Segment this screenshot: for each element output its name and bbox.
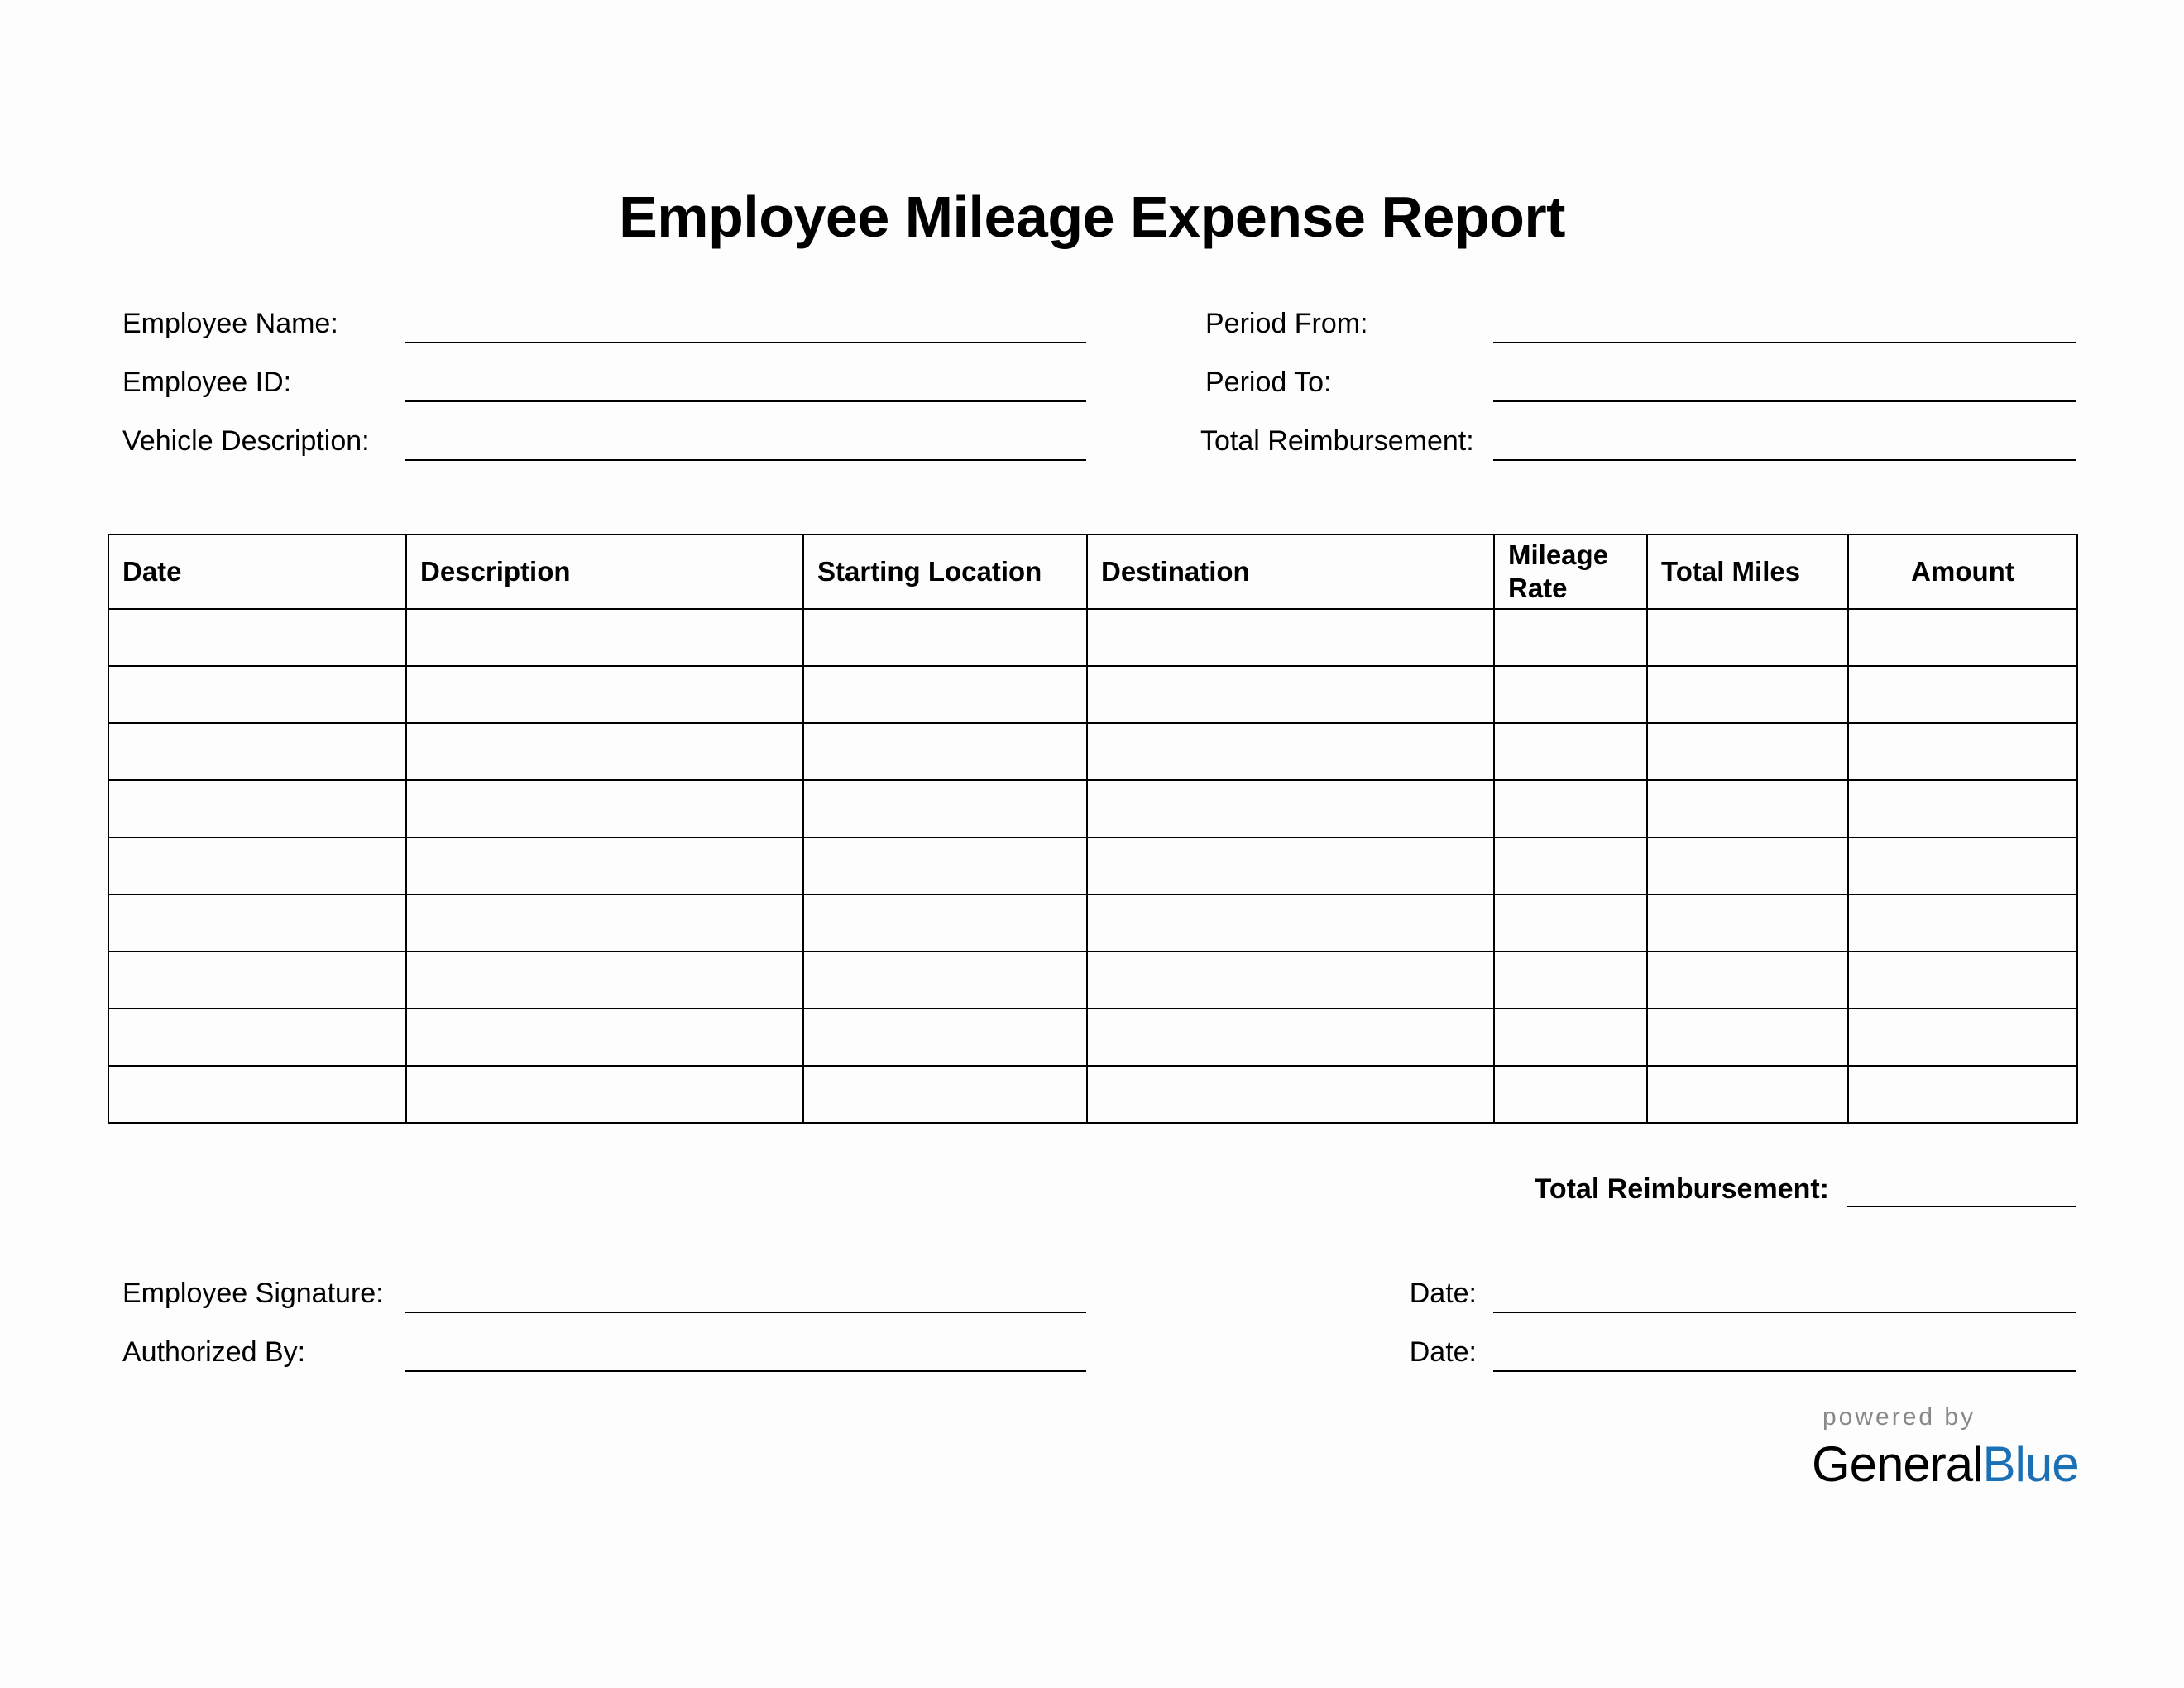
table-cell[interactable] bbox=[108, 952, 406, 1009]
table-cell[interactable] bbox=[803, 952, 1087, 1009]
table-row bbox=[108, 952, 2077, 1009]
table-cell[interactable] bbox=[1647, 952, 1848, 1009]
signature-date-label: Date: bbox=[1409, 1278, 1477, 1309]
table-cell[interactable] bbox=[1647, 837, 1848, 894]
table-cell[interactable] bbox=[108, 1066, 406, 1123]
table-cell[interactable] bbox=[1494, 780, 1647, 837]
table-cell[interactable] bbox=[1647, 1066, 1848, 1123]
table-cell[interactable] bbox=[406, 837, 803, 894]
table-cell[interactable] bbox=[406, 780, 803, 837]
table-cell[interactable] bbox=[1087, 723, 1494, 780]
column-header-description: Description bbox=[406, 535, 803, 609]
page-title: Employee Mileage Expense Report bbox=[619, 185, 1565, 249]
total-reimbursement-field[interactable] bbox=[1847, 1206, 2076, 1207]
table-cell[interactable] bbox=[1087, 894, 1494, 952]
table-row bbox=[108, 723, 2077, 780]
table-row bbox=[108, 894, 2077, 952]
table-cell[interactable] bbox=[108, 666, 406, 723]
authorized-date-label: Date: bbox=[1409, 1336, 1477, 1368]
table-cell[interactable] bbox=[803, 609, 1087, 666]
table-cell[interactable] bbox=[108, 1009, 406, 1066]
powered-by-text: powered by bbox=[1822, 1403, 1976, 1431]
table-cell[interactable] bbox=[1087, 609, 1494, 666]
table-cell[interactable] bbox=[803, 1009, 1087, 1066]
table-cell[interactable] bbox=[803, 1066, 1087, 1123]
table-cell[interactable] bbox=[1087, 780, 1494, 837]
table-cell[interactable] bbox=[1087, 1009, 1494, 1066]
column-header-destination: Destination bbox=[1087, 535, 1494, 609]
column-header-date: Date bbox=[108, 535, 406, 609]
table-cell[interactable] bbox=[1087, 952, 1494, 1009]
table-cell[interactable] bbox=[1848, 1066, 2077, 1123]
table-cell[interactable] bbox=[1647, 666, 1848, 723]
authorized-by-field[interactable] bbox=[405, 1370, 1086, 1372]
table-cell[interactable] bbox=[1494, 1009, 1647, 1066]
table-cell[interactable] bbox=[108, 837, 406, 894]
signature-date-field[interactable] bbox=[1493, 1312, 2076, 1313]
generalblue-logo bbox=[1812, 1436, 2079, 1493]
table-cell[interactable] bbox=[1848, 894, 2077, 952]
table-cell[interactable] bbox=[1087, 837, 1494, 894]
table-cell[interactable] bbox=[406, 1066, 803, 1123]
table-cell[interactable] bbox=[406, 1009, 803, 1066]
period-to-field[interactable] bbox=[1493, 400, 2076, 402]
table-cell[interactable] bbox=[108, 609, 406, 666]
employee-name-field[interactable] bbox=[405, 342, 1086, 343]
table-cell[interactable] bbox=[406, 952, 803, 1009]
column-header-starting-location: Starting Location bbox=[803, 535, 1087, 609]
mileage-table bbox=[108, 534, 2078, 1124]
total-reimbursement-header-field[interactable] bbox=[1493, 459, 2076, 461]
employee-id-label: Employee ID: bbox=[122, 367, 292, 398]
table-cell[interactable] bbox=[803, 666, 1087, 723]
table-cell[interactable] bbox=[406, 723, 803, 780]
table-cell[interactable] bbox=[1848, 780, 2077, 837]
authorized-by-label: Authorized By: bbox=[122, 1336, 306, 1368]
table-cell[interactable] bbox=[108, 780, 406, 837]
period-from-field[interactable] bbox=[1493, 342, 2076, 343]
brand-general: General bbox=[1812, 1436, 1983, 1492]
table-row bbox=[108, 837, 2077, 894]
table-row bbox=[108, 780, 2077, 837]
table-cell[interactable] bbox=[1494, 894, 1647, 952]
period-from-label: Period From: bbox=[1205, 308, 1368, 339]
table-cell[interactable] bbox=[406, 666, 803, 723]
table-cell[interactable] bbox=[108, 723, 406, 780]
table-cell[interactable] bbox=[1494, 952, 1647, 1009]
table-cell[interactable] bbox=[1494, 666, 1647, 723]
table-row bbox=[108, 1009, 2077, 1066]
period-to-label: Period To: bbox=[1205, 367, 1332, 398]
table-cell[interactable] bbox=[1848, 609, 2077, 666]
vehicle-description-field[interactable] bbox=[405, 459, 1086, 461]
table-header-row bbox=[108, 535, 2077, 609]
total-reimbursement-label: Total Reimbursement: bbox=[1534, 1173, 1829, 1205]
table-cell[interactable] bbox=[1848, 1009, 2077, 1066]
table-cell[interactable] bbox=[1647, 609, 1848, 666]
table-cell[interactable] bbox=[803, 894, 1087, 952]
table-cell[interactable] bbox=[1647, 723, 1848, 780]
employee-signature-label: Employee Signature: bbox=[122, 1278, 384, 1309]
table-row bbox=[108, 609, 2077, 666]
table-row bbox=[108, 666, 2077, 723]
column-header-mileage-rate: Mileage Rate bbox=[1494, 535, 1647, 609]
table-cell[interactable] bbox=[1848, 666, 2077, 723]
table-cell[interactable] bbox=[1647, 780, 1848, 837]
employee-signature-field[interactable] bbox=[405, 1312, 1086, 1313]
table-cell[interactable] bbox=[1494, 1066, 1647, 1123]
column-header-amount: Amount bbox=[1848, 535, 2077, 609]
table-cell[interactable] bbox=[1494, 723, 1647, 780]
table-row bbox=[108, 1066, 2077, 1123]
table-cell[interactable] bbox=[1087, 1066, 1494, 1123]
table-cell[interactable] bbox=[406, 609, 803, 666]
brand-blue: Blue bbox=[1982, 1436, 2079, 1492]
employee-id-field[interactable] bbox=[405, 400, 1086, 402]
table-cell[interactable] bbox=[803, 723, 1087, 780]
table-cell[interactable] bbox=[406, 894, 803, 952]
table-cell[interactable] bbox=[108, 894, 406, 952]
total-reimbursement-header-label: Total Reimbursement: bbox=[1200, 425, 1474, 457]
table-cell[interactable] bbox=[1848, 952, 2077, 1009]
column-header-total-miles: Total Miles bbox=[1647, 535, 1848, 609]
employee-name-label: Employee Name: bbox=[122, 308, 338, 339]
table-cell[interactable] bbox=[1647, 894, 1848, 952]
table-cell[interactable] bbox=[1494, 609, 1647, 666]
table-cell[interactable] bbox=[1848, 723, 2077, 780]
table-cell[interactable] bbox=[1087, 666, 1494, 723]
table-cell[interactable] bbox=[1647, 1009, 1848, 1066]
table-cell[interactable] bbox=[803, 837, 1087, 894]
table-cell[interactable] bbox=[1848, 837, 2077, 894]
authorized-date-field[interactable] bbox=[1493, 1370, 2076, 1372]
table-cell[interactable] bbox=[1494, 837, 1647, 894]
table-cell[interactable] bbox=[803, 780, 1087, 837]
vehicle-description-label: Vehicle Description: bbox=[122, 425, 370, 457]
